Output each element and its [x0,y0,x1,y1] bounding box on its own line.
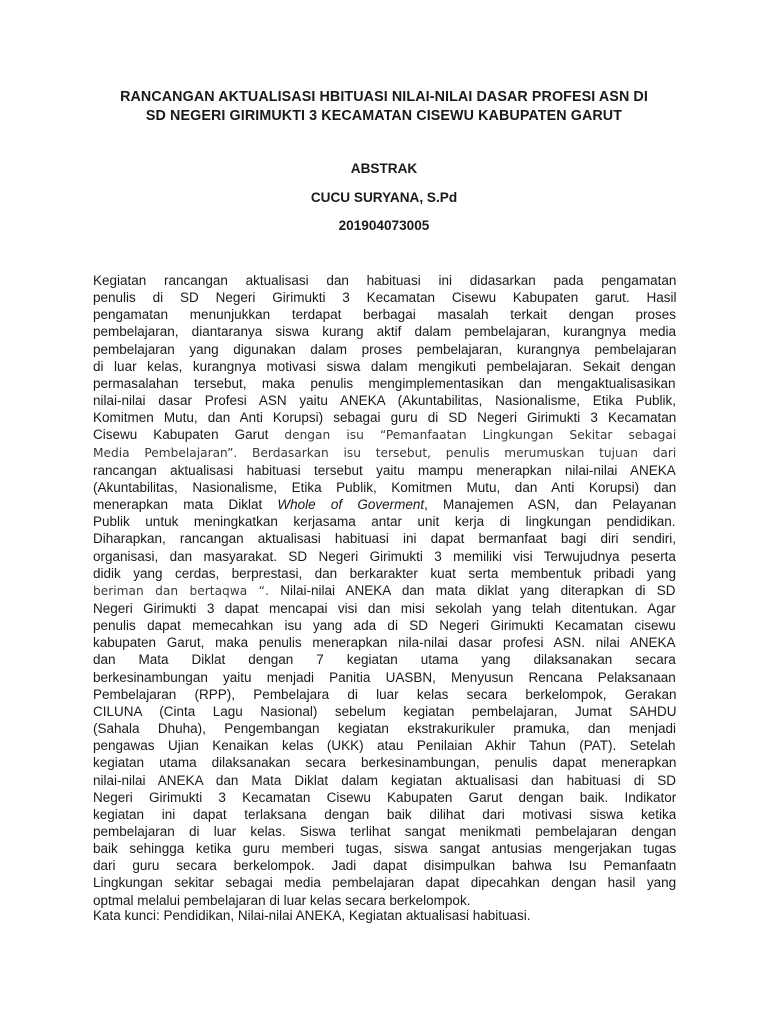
abstract-line: Publik untuk meningkatkan kerjasama antar unit kerja di lingkungan pendidikan. [93,514,676,530]
abstract-line: penulis di SD Negeri Girimukti 3 Kecamatan Cisewu Kabupaten garut. Hasil [93,290,676,306]
document-title [80,88,688,125]
abstract-heading: ABSTRAK [350,161,418,176]
abstract-line: Diharapkan, rancangan aktualisasi habituasi ini dapat bermanfaat bagi diri sendiri, [93,531,676,547]
abstract-line: didik yang cerdas, berprestasi, dan berkarakter kuat serta membentuk pribadi yang [93,565,676,581]
abstract-line: berkesinambungan yaitu menjadi Panitia UASBN, Menyusun Rencana Pelaksanaan [93,669,676,685]
abstract-line: pembelajaran yang digunakan dalam proses pembelajaran, kurangnya pembelajaran [93,341,676,357]
abstract-line: kegiatan ini dapat terlaksana dengan baik dilihat dari motivasi siswa ketika [93,806,676,822]
abstract-body [93,272,676,909]
abstract-line: Kegiatan rancangan aktualisasi dan habituasi ini didasarkan pada pengamatan [93,273,676,288]
abstract-line: nilai-nilai dasar Profesi ASN yaitu ANEKA (Akuntabilitas, Nasionalisme, Etika Publik, [93,393,676,409]
abstract-line: (Sahala Dhuha), Pengembangan kegiatan ekstrakurikuler pramuka, dan menjadi [93,721,676,737]
abstract-line: CILUNA (Cinta Lagu Nasional) sebelum kegiatan pembelajaran, Jumat SAHDU [93,703,676,719]
abstract-line: menerapkan mata Diklat Whole of Goverment, Manajemen ASN, dan Pelayanan [93,497,676,513]
abstract-line: kabupaten Garut, maka penulis menerapkan nila-nilai dasar profesi ASN. nilai ANEKA [93,635,676,651]
abstract-line: Komitmen Mutu, dan Anti Korupsi) sebagai guru di SD Negeri Girimukti 3 Kecamatan [93,410,676,426]
keywords-line: Kata kunci: Pendidikan, Nilai-nilai ANEKA, Kegiatan aktualisasi habituasi. [93,908,531,923]
abstract-line: pembelajaran, diantaranya siswa kurang aktif dalam pembelajaran, kurangnya media [93,324,676,340]
abstract-line: dari guru secara berkelompok. Jadi dapat disimpulkan bahwa Isu Pemanfaatn [93,858,676,874]
abstract-line: pengamatan menunjukkan terdapat berbagai masalah terkait dengan proses [93,307,676,323]
abstract-line: Pembelajaran (RPP), Pembelajara di luar kelas secara berkelompok, Gerakan [93,686,676,702]
abstract-line: permasalahan tersebut, maka penulis mengimplementasikan dan mengaktualisasikan [93,375,676,391]
abstract-line: optmal melalui pembelajaran di luar kelas secara berkelompok. [93,892,471,908]
abstract-line: baik sehingga ketika guru memberi tugas, siswa sangat antusias mengerjakan tugas [93,841,676,857]
abstract-line: Lingkungan sekitar sebagai media pembelajaran dapat dipecahkan dengan hasil yang [93,875,676,891]
abstract-line: kegiatan utama dilaksanakan secara berkesinambungan, penulis dapat menerapkan [93,755,676,771]
abstract-line: Media Pembelajaran”. Berdasarkan isu tersebut, penulis merumuskan tujuan dari [93,445,676,460]
abstract-line: pembelajaran di luar kelas. Siswa terlihat sangat menikmati pembelajaran dengan [93,824,676,839]
abstract-line: beriman dan bertaqwa “. Nilai-nilai ANEKA dan mata diklat yang diterapkan di SD [93,582,676,598]
abstract-line: nilai-nilai ANEKA dan Mata Diklat dalam kegiatan aktualisasi dan habituasi di SD [93,772,676,788]
abstract-line: organisasi, dan masyarakat. SD Negeri Girimukti 3 memiliki visi Terwujudnya peserta [93,548,676,564]
abstract-line: di luar kelas, kurangnya motivasi siswa dalam mengikuti pembelajaran. Sekait dengan [93,358,676,374]
abstract-line: Negeri Girimukti 3 Kecamatan Cisewu Kabupaten Garut dengan baik. Indikator [93,789,676,805]
abstract-line: rancangan aktualisasi habituasi tersebut yaitu mampu menerapkan nilai-nilai ANEKA [93,462,676,478]
abstract-line: (Akuntabilitas, Nasionalisme, Etika Publik, Komitmen Mutu, dan Anti Korupsi) dan [93,479,676,495]
title-line-2: SD NEGERI GIRIMUKTI 3 KECAMATAN CISEWU KABUPATEN GARUT [145,107,623,124]
abstract-line: pengawas Ujian Kenaikan kelas (UKK) atau Penilaian Akhir Tahun (PAT). Setelah [93,738,676,754]
abstract-line: Negeri Girimukti 3 dapat mencapai visi dan misi sekolah yang telah ditentukan. Agar [93,600,676,616]
title-line-1: RANCANGAN AKTUALISASI HBITUASI NILAI-NILAI DASAR PROFESI ASN DI [120,89,648,105]
abstract-line: penulis dapat memecahkan isu yang ada di SD Negeri Girimukti Kecamatan cisewu [93,618,676,634]
abstract-line: dan Mata Diklat dengan 7 kegiatan utama yang dilaksanakan secara [93,652,676,668]
abstract-line: Cisewu Kabupaten Garut dengan isu “Pemanfaatan Lingkungan Sekitar sebagai [93,427,676,443]
author-name: CUCU SURYANA, S.Pd [310,190,458,205]
author-id-number: 201904073005 [338,218,430,233]
